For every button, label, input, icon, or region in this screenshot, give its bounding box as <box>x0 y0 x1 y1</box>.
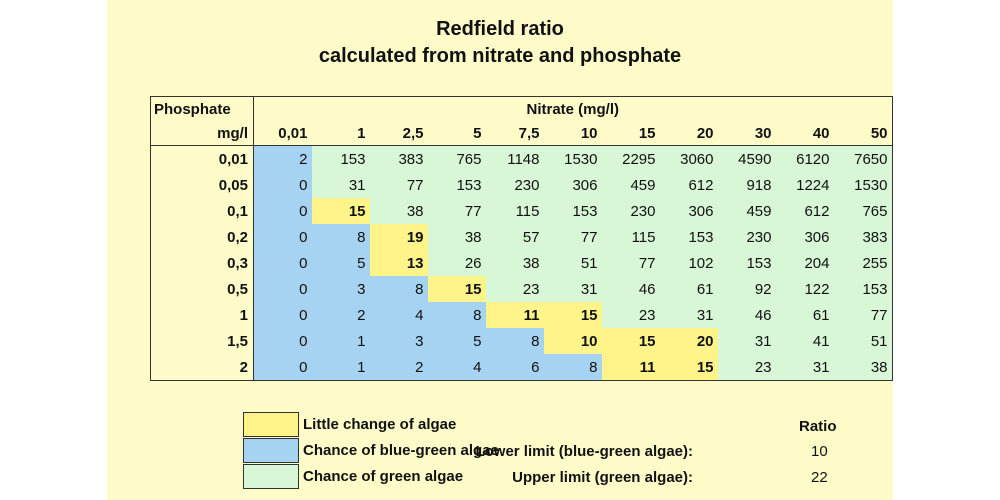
column-header: 1 <box>312 121 370 146</box>
heatmap-cell: 2 <box>312 302 370 328</box>
heatmap-cell: 41 <box>776 328 834 354</box>
heatmap-cell: 122 <box>776 276 834 302</box>
upper-limit-value: 22 <box>811 469 828 486</box>
heatmap-cell: 46 <box>602 276 660 302</box>
heatmap-cell: 306 <box>776 224 834 250</box>
upper-limit-label: Upper limit (green algae): <box>512 469 693 486</box>
column-header: 20 <box>660 121 718 146</box>
heatmap-cell: 6 <box>486 354 544 380</box>
heatmap-cell: 57 <box>486 224 544 250</box>
row-header: 0,05 <box>218 176 248 194</box>
heatmap-cell: 38 <box>834 354 892 380</box>
legend-label-little-change: Little change of algae <box>303 416 457 433</box>
column-header: 30 <box>718 121 776 146</box>
heatmap-cell: 51 <box>544 250 602 276</box>
lower-limit-value: 10 <box>811 443 828 460</box>
heatmap-cell: 0 <box>254 224 312 250</box>
heatmap-cell: 77 <box>834 302 892 328</box>
heatmap-cell: 13 <box>370 250 428 276</box>
column-axis-label: Nitrate (mg/l) <box>254 97 892 121</box>
heatmap-cell: 383 <box>370 146 428 173</box>
table-row <box>151 328 892 354</box>
heatmap-cell: 3 <box>312 276 370 302</box>
heatmap-cell: 459 <box>718 198 776 224</box>
heatmap-cell: 20 <box>660 328 718 354</box>
heatmap-cell: 1 <box>312 354 370 380</box>
heatmap-cell: 8 <box>486 328 544 354</box>
heatmap-cell: 11 <box>486 302 544 328</box>
heatmap-cell: 4 <box>428 354 486 380</box>
column-header: 7,5 <box>486 121 544 146</box>
heatmap-cell: 459 <box>602 172 660 198</box>
heatmap-cell: 31 <box>718 328 776 354</box>
table-row <box>151 146 892 173</box>
heatmap-cell: 77 <box>602 250 660 276</box>
row-unit-label: mg/l <box>151 121 254 146</box>
heatmap-cell: 2 <box>370 354 428 380</box>
heatmap-cell: 765 <box>834 198 892 224</box>
heatmap-cell: 204 <box>776 250 834 276</box>
heatmap-cell: 46 <box>718 302 776 328</box>
heatmap-cell: 153 <box>428 172 486 198</box>
heatmap-cell: 38 <box>370 198 428 224</box>
heatmap-cell: 2 <box>254 146 312 173</box>
legend-swatch-blue-green <box>243 438 299 463</box>
heatmap-cell: 4590 <box>718 146 776 173</box>
heatmap-cell: 918 <box>718 172 776 198</box>
heatmap-cell: 8 <box>370 276 428 302</box>
column-header: 50 <box>834 121 892 146</box>
heatmap-cell: 6120 <box>776 146 834 173</box>
heatmap-cell: 612 <box>660 172 718 198</box>
heatmap-cell: 77 <box>428 198 486 224</box>
heatmap-cell: 612 <box>776 198 834 224</box>
heatmap-cell: 383 <box>834 224 892 250</box>
column-header: 15 <box>602 121 660 146</box>
heatmap-cell: 92 <box>718 276 776 302</box>
heatmap-cell: 23 <box>718 354 776 380</box>
heatmap-cell: 31 <box>776 354 834 380</box>
heatmap-cell: 51 <box>834 328 892 354</box>
table-row <box>151 276 892 302</box>
lower-limit-label: Lower limit (blue-green algae): <box>475 443 693 460</box>
row-header: 2 <box>239 358 248 376</box>
heatmap-cell: 5 <box>428 328 486 354</box>
heatmap-cell: 77 <box>544 224 602 250</box>
heatmap-cell: 5 <box>312 250 370 276</box>
heatmap-cell: 1148 <box>486 146 544 173</box>
heatmap-cell: 1530 <box>834 172 892 198</box>
heatmap-cell: 8 <box>428 302 486 328</box>
table-row <box>151 302 892 328</box>
heatmap-cell: 15 <box>602 328 660 354</box>
heatmap-cell: 255 <box>834 250 892 276</box>
heatmap-cell: 306 <box>544 172 602 198</box>
row-axis-label: Phosphate <box>154 100 231 118</box>
heatmap-cell: 765 <box>428 146 486 173</box>
row-header: 0,5 <box>227 280 248 298</box>
column-header: 10 <box>544 121 602 146</box>
legend-swatch-little-change <box>243 412 299 437</box>
legend-swatch-green <box>243 464 299 489</box>
heatmap-cell: 230 <box>718 224 776 250</box>
legend-label-blue-green: Chance of blue-green algae <box>303 442 499 459</box>
heatmap-cell: 102 <box>660 250 718 276</box>
heatmap-cell: 153 <box>312 146 370 173</box>
redfield-table <box>151 97 892 380</box>
heatmap-cell: 115 <box>486 198 544 224</box>
column-header: 0,01 <box>254 121 312 146</box>
column-header: 40 <box>776 121 834 146</box>
heatmap-cell: 1224 <box>776 172 834 198</box>
heatmap-cell: 31 <box>544 276 602 302</box>
heatmap-cell: 3060 <box>660 146 718 173</box>
heatmap-cell: 153 <box>718 250 776 276</box>
column-header: 5 <box>428 121 486 146</box>
heatmap-cell: 0 <box>254 250 312 276</box>
heatmap-cell: 4 <box>370 302 428 328</box>
heatmap-cell: 0 <box>254 354 312 380</box>
heatmap-cell: 8 <box>544 354 602 380</box>
heatmap-cell: 26 <box>428 250 486 276</box>
heatmap-cell: 230 <box>486 172 544 198</box>
heatmap-cell: 10 <box>544 328 602 354</box>
heatmap-cell: 19 <box>370 224 428 250</box>
heatmap-cell: 1530 <box>544 146 602 173</box>
heatmap-cell: 15 <box>544 302 602 328</box>
table-row <box>151 172 892 198</box>
chart-subtitle: calculated from nitrate and phosphate <box>318 45 682 67</box>
heatmap-cell: 23 <box>486 276 544 302</box>
heatmap-cell: 0 <box>254 198 312 224</box>
row-header: 1 <box>239 306 248 324</box>
chart-title: Redfield ratio <box>436 18 564 40</box>
table-row <box>151 224 892 250</box>
heatmap-cell: 230 <box>602 198 660 224</box>
heatmap-cell: 8 <box>312 224 370 250</box>
heatmap-cell: 153 <box>834 276 892 302</box>
heatmap-cell: 15 <box>312 198 370 224</box>
heatmap-cell: 153 <box>544 198 602 224</box>
legend <box>243 412 853 492</box>
heatmap-cell: 115 <box>602 224 660 250</box>
row-header: 0,3 <box>227 254 248 272</box>
heatmap-cell: 306 <box>660 198 718 224</box>
heatmap-cell: 77 <box>370 172 428 198</box>
row-header: 1,5 <box>227 332 248 350</box>
heatmap-cell: 15 <box>660 354 718 380</box>
heatmap-cell: 0 <box>254 302 312 328</box>
heatmap-cell: 11 <box>602 354 660 380</box>
legend-label-green: Chance of green algae <box>303 468 464 485</box>
heatmap-cell: 31 <box>312 172 370 198</box>
table-row <box>151 250 892 276</box>
table-row <box>151 198 892 224</box>
heatmap-cell: 31 <box>660 302 718 328</box>
heatmap-cell: 2295 <box>602 146 660 173</box>
heatmap-cell: 61 <box>660 276 718 302</box>
heatmap-cell: 61 <box>776 302 834 328</box>
heatmap-cell: 0 <box>254 276 312 302</box>
heatmap-cell: 3 <box>370 328 428 354</box>
heatmap-cell: 38 <box>486 250 544 276</box>
heatmap-cell: 38 <box>428 224 486 250</box>
heatmap-cell: 0 <box>254 328 312 354</box>
row-header: 0,01 <box>218 150 248 168</box>
heatmap-cell: 15 <box>428 276 486 302</box>
table-row <box>151 354 892 380</box>
heatmap-cell: 23 <box>602 302 660 328</box>
heatmap-cell: 153 <box>660 224 718 250</box>
column-header: 2,5 <box>370 121 428 146</box>
heatmap-cell: 0 <box>254 172 312 198</box>
row-header: 0,1 <box>227 202 248 220</box>
ratio-header: Ratio <box>799 418 837 435</box>
heatmap-cell: 1 <box>312 328 370 354</box>
row-header: 0,2 <box>227 228 248 246</box>
heatmap-cell: 7650 <box>834 146 892 173</box>
